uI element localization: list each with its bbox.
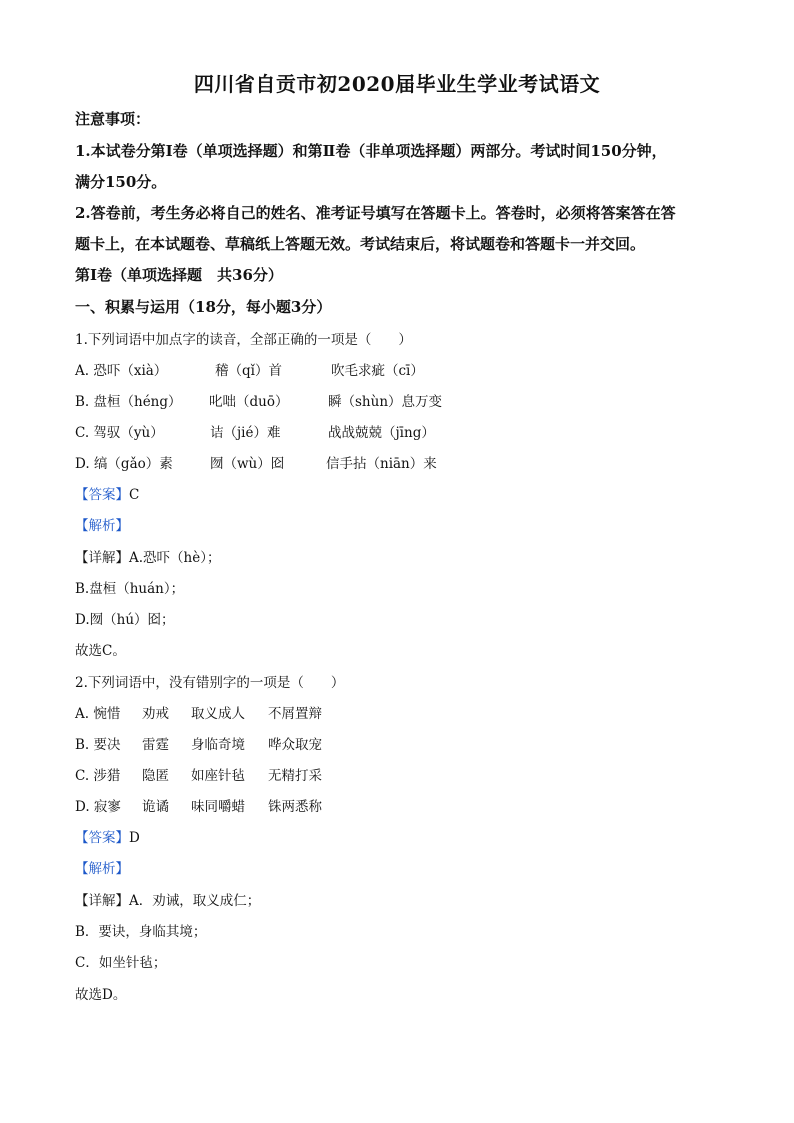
- q2-answer: [75, 826, 140, 846]
- answer-tag: 【答案】: [75, 830, 129, 846]
- part-heading: 一、积累与运用（18分，每小题3分）: [75, 298, 332, 316]
- option-term: D. 寂寥: [75, 799, 121, 815]
- q1-detail: [75, 546, 220, 566]
- volume-heading: 第Ⅰ卷（单项选择题 共36分）: [75, 266, 283, 284]
- option-term: B. 要决: [75, 737, 121, 753]
- option-term: 吹毛求疵（cī）: [331, 363, 424, 379]
- page-title: 四川省自贡市初2020届毕业生学业考试语文: [193, 72, 601, 96]
- answer-value: C: [129, 487, 140, 503]
- q2-detail: [75, 889, 260, 909]
- q1-conclusion: 故选C。: [75, 643, 126, 659]
- option-term: 瞬（shùn）息万变: [328, 394, 443, 410]
- option-term: 雷霆: [142, 737, 169, 753]
- option-term: C. 涉猎: [75, 768, 121, 784]
- option-term: B. 盘桓（héng）: [75, 394, 182, 410]
- detail-text: A.恐吓（hè）；: [129, 550, 221, 566]
- q2-stem: 2.下列词语中，没有错别字的一项是（ ）: [75, 675, 345, 691]
- option-term: 铢两悉称: [268, 799, 322, 815]
- q2-note: B．要诀，身临其境；: [75, 924, 207, 940]
- option-term: 叱咄（duō）: [209, 394, 289, 410]
- option-term: 如座针毡: [191, 768, 245, 784]
- detail-text: A．劝诫，取义成仁；: [129, 893, 261, 909]
- answer-tag: 【答案】: [75, 487, 129, 503]
- option-term: 诘（jié）难: [210, 425, 281, 441]
- option-term: D. 缟（gǎo）素: [75, 456, 173, 472]
- option-term: 隐匿: [142, 768, 169, 784]
- option-term: 不屑置辩: [268, 706, 322, 722]
- q1-stem: 1.下列词语中加点字的读音，全部正确的一项是（ ）: [75, 332, 412, 348]
- option-term: 囫（wù）囵: [210, 456, 285, 472]
- detail-tag: 【详解】: [75, 550, 129, 566]
- answer-value: D: [129, 830, 140, 846]
- notice-heading: 注意事项：: [75, 110, 151, 128]
- q2-note: C．如坐针毡；: [75, 955, 167, 971]
- option-term: 身临奇境: [191, 737, 245, 753]
- option-term: 哗众取宠: [268, 737, 322, 753]
- option-term: A. 恐吓（xià）: [75, 363, 168, 379]
- notice-item-2: 2.答卷前，考生务必将自己的姓名、准考证号填写在答题卡上。答卷时，必须将答案答在答: [75, 204, 676, 222]
- option-term: 取义成人: [191, 706, 245, 722]
- option-term: 诡谲: [142, 799, 169, 815]
- notice-item-1: 1.本试卷分第Ⅰ卷（单项选择题）和第Ⅱ卷（非单项选择题）两部分。考试时间150分钟，: [75, 142, 667, 160]
- option-term: 无精打采: [268, 768, 322, 784]
- notice-item-1-cont: 满分150分。: [75, 173, 167, 191]
- q1-note: D.囫（hú）囵；: [75, 612, 175, 628]
- option-term: 战战兢兢（jīng）: [328, 425, 435, 441]
- option-term: A. 惋惜: [75, 706, 121, 722]
- option-term: 稽（qǐ）首: [215, 363, 282, 379]
- detail-tag: 【详解】: [75, 893, 129, 909]
- notice-item-2-cont: 题卡上，在本试题卷、草稿纸上答题无效。考试结束后，将试题卷和答题卡一并交回。: [75, 235, 646, 253]
- q1-analysis-tag: 【解析】: [75, 518, 129, 534]
- option-term: 劝戒: [142, 706, 169, 722]
- q2-analysis-tag: 【解析】: [75, 861, 129, 877]
- option-term: 味同嚼蜡: [191, 799, 245, 815]
- q1-note: B.盘桓（huán）；: [75, 581, 185, 597]
- q2-conclusion: 故选D。: [75, 987, 127, 1003]
- option-term: C. 驾驭（yù）: [75, 425, 164, 441]
- q1-answer: [75, 483, 139, 503]
- option-term: 信手拈（niān）来: [326, 456, 437, 472]
